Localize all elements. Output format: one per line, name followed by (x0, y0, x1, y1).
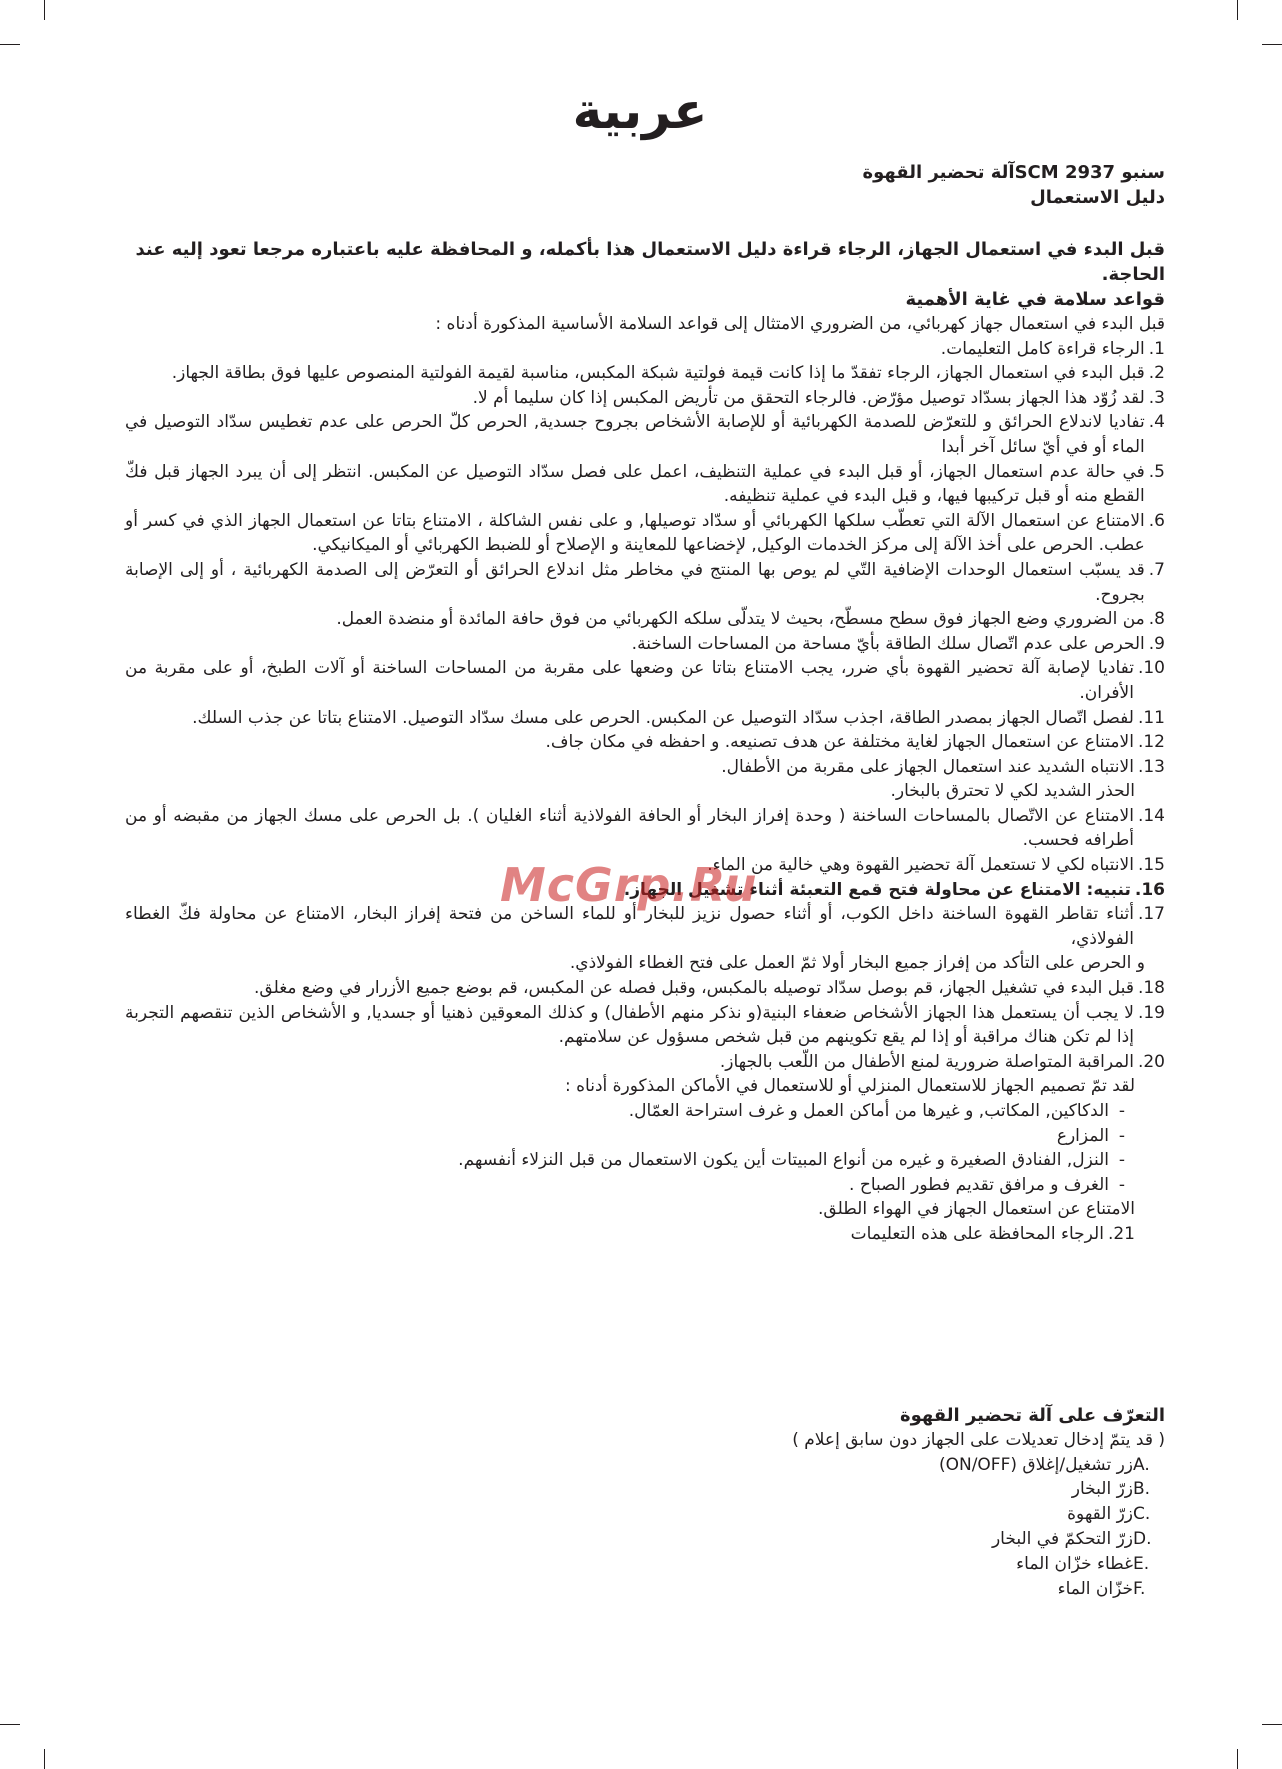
rule-number: 8. (1148, 609, 1165, 630)
rule-number: 4. (1148, 412, 1165, 433)
rule-text: قد يسبّب استعمال الوحدات الإضافية التّي لم يوص بها المنتج في مخاطر مثل اندلاع الحرائق أو التعرّض إلى الصدمة الكهربائية ، أو إلى الإصابة بجروح. (125, 559, 1145, 605)
rule-text: لفصل اتّصال الجهاز بمصدر الطاقة، اجذب سدّاد التوصيل عن المكبس. الحرص على مسك سدّاد التوصيل. الامتناع بتاتا عن جذب السلك. (192, 707, 1134, 728)
rule-number: 7. (1148, 559, 1165, 580)
features-list (465, 1453, 1165, 1602)
product-title: سنبو SCM 2937آلة تحضير القهوة (862, 162, 1165, 183)
rule-item (125, 361, 1165, 386)
safety-section (125, 237, 1165, 1247)
crop-mark-top-right (1237, 0, 1238, 20)
list-item (125, 1099, 1135, 1124)
rule-item (125, 386, 1165, 411)
rule-text: الرجاء قراءة كامل التعليمات. (940, 338, 1145, 359)
reading-warning: قبل البدء في استعمال الجهاز، الرجاء قراءة دليل الاستعمال هذا بأكمله، و المحافظة عليه باعتباره مرجعا تعود إليه عند الحاجة. (135, 239, 1165, 285)
feature-letter: B. (1133, 1479, 1151, 1500)
feature-letter: A. (1133, 1454, 1150, 1475)
rule-number: 13. (1137, 756, 1165, 777)
crop-mark-bottom-left-h (0, 1724, 20, 1725)
list-item (125, 1124, 1135, 1149)
rule-item (125, 632, 1165, 657)
outdoor-warning: الامتناع عن استعمال الجهاز في الهواء الطلق. (818, 1199, 1135, 1220)
rule-extra-text: الحذر الشديد لكي لا تحترق بالبخار. (890, 781, 1135, 802)
safety-rules-list (125, 337, 1165, 1099)
rule-item (125, 337, 1165, 362)
features-heading: التعرّف على آلة تحضير القهوة (900, 1405, 1165, 1426)
feature-text: زرّ البخار (1071, 1479, 1133, 1500)
rule-item (125, 410, 1165, 459)
rule-text: من الضروري وضع الجهاز فوق سطح مسطّح، بحيث لا يتدلّى سلكه الكهربائي من فوق حافة المائدة أو منضدة العمل. (336, 609, 1145, 630)
rule-number: 18. (1137, 978, 1165, 999)
rule-number: 12. (1137, 732, 1165, 753)
feature-text: خزّان الماء (1057, 1578, 1133, 1599)
list-item (465, 1552, 1165, 1577)
dash-marker: - (1118, 1174, 1126, 1195)
feature-text: غطاء خزّان الماء (1016, 1553, 1133, 1574)
features-section (465, 1403, 1165, 1601)
rule-text: لقد زُوّد هذا الجهاز بسدّاد توصيل مؤرّض. فالرجاء التحقق من تأريض المكبس إذا كان سليما أم لا. (472, 387, 1145, 408)
list-item (125, 1173, 1135, 1198)
place-text: المزارع (1056, 1125, 1109, 1146)
list-item (465, 1477, 1165, 1502)
rule-text: الامتناع عن استعمال الآلة التي تعطّب سلكها الكهربائي أو سدّاد توصيلها, و على نفس الشاكلة ، الامتناع بتاتا عن استعمال الجهاز الذي في كسر أو عطب. الحرص على أخذ الآلة إلى مركز الخدمات الوكيل, لإخضاعها للمعاينة و الإصلاح أو للضبط الكهربائي أو الميكانيكي. (125, 510, 1145, 556)
feature-letter: C. (1133, 1504, 1151, 1525)
rule-text: لا يجب أن يستعمل هذا الجهاز الأشخاص ضعفاء البنية(و نذكر منهم الأطفال) و كذلك المعوقين ذهنيا أو جسديا, و الأشخاص الذين تنقصهم التجربة إذا لم تكن هناك مراقبة أو إذا لم يقع تكوينهم من قبل شخص مسؤول عن سلامتهم. (125, 1002, 1134, 1048)
rule-text: المراقبة المتواصلة ضرورية لمنع الأطفال من اللّعب بالجهاز. (719, 1051, 1134, 1072)
feature-letter: D. (1133, 1528, 1152, 1549)
rule-item (125, 706, 1165, 731)
rule-item (125, 460, 1165, 509)
rule-extra-text: لقد تمّ تصميم الجهاز للاستعمال المنزلي أو للاستعمال في الأماكن المذكورة أدناه : (565, 1076, 1135, 1097)
rule-text: في حالة عدم استعمال الجهاز، أو قبل البدء في عملية التنظيف، اعمل على فصل سدّاد التوصيل عن المكبس. انتظر إلى أن يبرد الجهاز قبل فكّ القطع منه أو قبل تركيبها فيها، و قبل البدء في عملية تنظيفه. (125, 461, 1145, 507)
rule-item (125, 656, 1165, 705)
rule-number: 15. (1137, 855, 1165, 876)
list-item (125, 1148, 1135, 1173)
manual-subtitle: دليل الاستعمال (1030, 187, 1165, 208)
rule-text: قبل البدء في تشغيل الجهاز، قم بوصل سدّاد توصيله بالمكبس، وقبل فصله عن المكبس، قم بوضع جميع الأزرار في وضع مغلق. (253, 978, 1134, 999)
features-note: ( قد يتمّ إدخال تعديلات على الجهاز دون سابق إعلام ) (792, 1430, 1165, 1450)
rule-item (125, 976, 1165, 1001)
list-item (465, 1453, 1165, 1478)
rule-text: الحرص على عدم اتّصال سلك الطاقة بأيّ مساحة من المساحات الساخنة. (631, 633, 1145, 654)
rule-text: الانتباه الشديد عند استعمال الجهاز على مقربة من الأطفال. (721, 756, 1134, 777)
dash-marker: - (1118, 1125, 1126, 1146)
dash-marker: - (1118, 1150, 1126, 1171)
rule-text: أثناء تقاطر القهوة الساخنة داخل الكوب، أو أثناء حصول نزيز للبخار أو للماء الساخن من فتحة إفراز البخار، الامتناع عن محاولة فكّ الغطاء الفولاذي، (125, 904, 1134, 949)
rule-text: الرجاء المحافظة على هذه التعليمات (850, 1223, 1104, 1244)
rule-text: تنبيه: الامتناع عن محاولة فتح قمع التعبئة أثناء تشغيل الجهاز. (623, 879, 1131, 900)
place-text: الدكاكين, المكاتب, و غيرها من أماكن العمل و غرف استراحة العمّال. (628, 1101, 1109, 1121)
rule-number: 10. (1137, 658, 1165, 679)
dash-marker: - (1118, 1101, 1126, 1121)
page-title: عربية (572, 82, 708, 140)
rule-item (125, 804, 1165, 853)
rule-number: 19. (1137, 1002, 1165, 1023)
feature-letter: F. (1133, 1578, 1146, 1599)
feature-text: زر تشغيل/إغلاق (ON/OFF) (938, 1454, 1133, 1475)
rule-item (125, 730, 1165, 755)
rule-item (125, 607, 1165, 632)
feature-text: زرّ التحكمّ في البخار (991, 1528, 1133, 1549)
rule-text: الانتباه لكي لا تستعمل آلة تحضير القهوة وهي خالية من الماء. (707, 855, 1134, 876)
feature-text: زرّ القهوة (1067, 1504, 1133, 1525)
rule-number: 14. (1137, 805, 1165, 826)
rule-number: 5. (1148, 461, 1165, 482)
rule-item (125, 1050, 1165, 1075)
crop-mark-bottom-right (1237, 1749, 1238, 1769)
crop-mark-bottom-left (44, 1749, 45, 1769)
rule-item (125, 1222, 1165, 1247)
feature-letter: E. (1133, 1553, 1150, 1574)
rule-item (125, 509, 1165, 558)
crop-mark-top-right-h (1262, 44, 1282, 45)
crop-mark-bottom-right-h (1262, 1724, 1282, 1725)
document-header (565, 160, 1165, 210)
rule-text: الامتناع عن الاتّصال بالمساحات الساخنة ( وحدة إفراز البخار أو الحافة الفولاذية أثناء الغليان ). بل الحرص على مسك الجهاز من مقبضه أو من أطرافه فحسب. (125, 805, 1134, 851)
rule-number: 21. (1107, 1223, 1135, 1244)
places-list (125, 1099, 1165, 1197)
rule-item (125, 755, 1165, 780)
rule-text: الامتناع عن استعمال الجهاز لغاية مختلفة عن هدف تصنيعه. و احفظه في مكان جاف. (545, 732, 1134, 753)
safety-heading: قواعد سلامة في غاية الأهمية (905, 289, 1165, 310)
rule-number: 11. (1137, 707, 1165, 728)
rule-item (125, 558, 1165, 607)
watermark: McGrp.Ru (500, 858, 758, 912)
rule-number: 9. (1148, 633, 1165, 654)
rule-number: 16. (1134, 879, 1165, 900)
rule-number: 6. (1148, 510, 1165, 531)
place-text: الغرف و مرافق تقديم فطور الصباح . (849, 1174, 1109, 1195)
list-item (465, 1502, 1165, 1527)
list-item (465, 1577, 1165, 1602)
rule-number: 20. (1137, 1051, 1165, 1072)
rule-extra-text: و الحرص على التأكد من إفراز جميع البخار أولا ثمّ العمل على فتح الغطاء الفولاذي. (569, 953, 1145, 974)
crop-mark-top-left-h (0, 44, 20, 45)
place-text: النزل, الفنادق الصغيرة و غيره من أنواع المبيتات أين يكون الاستعمال من قبل النزلاء أنفسهم. (458, 1150, 1109, 1171)
rule-text: تفاديا لإصابة آلة تحضير القهوة بأي ضرر، يجب الامتناع بتاتا عن وضعها على مقربة من المساحات الساخنة أو آلات الطبخ، أو على مقربة من الأفران. (125, 658, 1134, 703)
safety-lead: قبل البدء في استعمال جهاز كهربائي، من الضروري الامتثال إلى قواعد السلامة الأساسية المذكورة أدناه : (435, 314, 1165, 334)
rule-text: قبل البدء في استعمال الجهاز، الرجاء تفقدّ ما إذا كانت قيمة فولتية شبكة المكبس، مناسبة لقيمة الفولتية المنصوص عليها فوق بطاقة الجهاز. (171, 363, 1145, 384)
rule-number: 2. (1148, 363, 1165, 384)
rule-number: 3. (1148, 387, 1165, 408)
rule-item (125, 1001, 1165, 1050)
rule-text: تفاديا لاندلاع الحرائق و للتعرّض للصدمة الكهربائية أو للإصابة الأشخاص بجروح جسدية, الحرص كلّ الحرص على عدم تغطيس سدّاد التوصيل في الماء أو في أيّ سائل آخر أبدا (125, 412, 1145, 457)
crop-mark-top-left (44, 0, 45, 20)
rule-number: 17. (1137, 904, 1165, 925)
list-item (465, 1527, 1165, 1552)
rule-number: 1. (1148, 338, 1165, 359)
